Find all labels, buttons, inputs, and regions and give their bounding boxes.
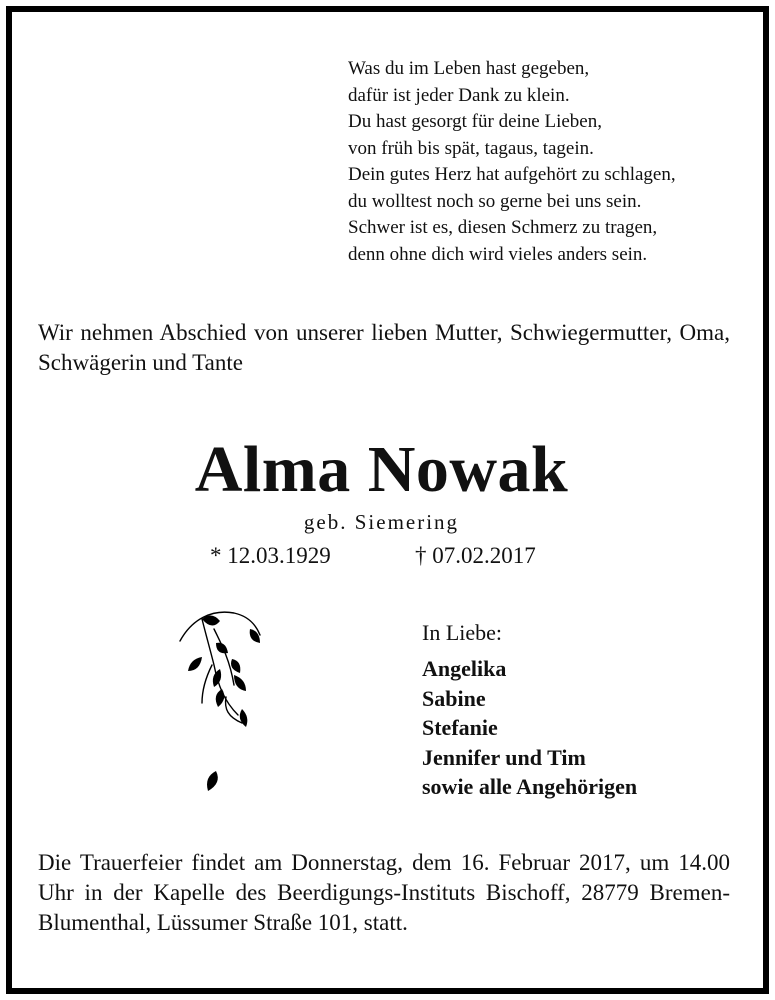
- maiden-name: geb. Siemering: [303, 510, 460, 534]
- poem-line: denn ohne dich wird vieles anders sein.: [348, 243, 648, 265]
- mourner-name: Sabine: [422, 685, 486, 711]
- mourner-name: Stefanie: [422, 715, 498, 740]
- poem-line: Was du im Leben hast gegeben,: [348, 58, 590, 79]
- ceremony-notice: Die Trauerfeier findet am Donnerstag, dem 16. Februar 2017, um 14.00 Uhr in der Kapelle des Beerdigungs-Instituts Bischoff, 28779 Bremen-Blumenthal, Lüssumer Straße 101, statt.: [38, 850, 730, 935]
- poem-line: von früh bis spät, tagaus, tagein.: [348, 137, 594, 159]
- mourner-name: Angelika: [422, 656, 507, 681]
- death-date: † 07.02.2017: [415, 543, 536, 568]
- mourners-list: [422, 654, 637, 802]
- farewell-intro: Wir nehmen Abschied von unserer lieben Mutter, Schwiegermutter, Oma, Schwägerin und Tante: [38, 320, 730, 375]
- poem-line: Du hast gesorgt für deine Lieben,: [348, 111, 602, 132]
- mourners-label: In Liebe:: [422, 620, 503, 645]
- mourner-name: sowie alle Angehörigen: [422, 774, 638, 799]
- poem-line: dafür ist jeder Dank zu klein.: [348, 84, 570, 106]
- deceased-name: Alma Nowak: [194, 433, 569, 506]
- birth-date: * 12.03.1929: [210, 543, 331, 568]
- birch-branch-icon: [172, 605, 272, 805]
- poem-line: Dein gutes Herz hat aufgehört zu schlagen,: [348, 164, 676, 185]
- poem-line: Schwer ist es, diesen Schmerz zu tragen,: [348, 217, 658, 238]
- mourner-name: Jennifer und Tim: [422, 744, 586, 770]
- mourners-block: [422, 618, 637, 802]
- poem: [348, 56, 676, 268]
- poem-line: du wolltest noch so gerne bei uns sein.: [348, 190, 642, 212]
